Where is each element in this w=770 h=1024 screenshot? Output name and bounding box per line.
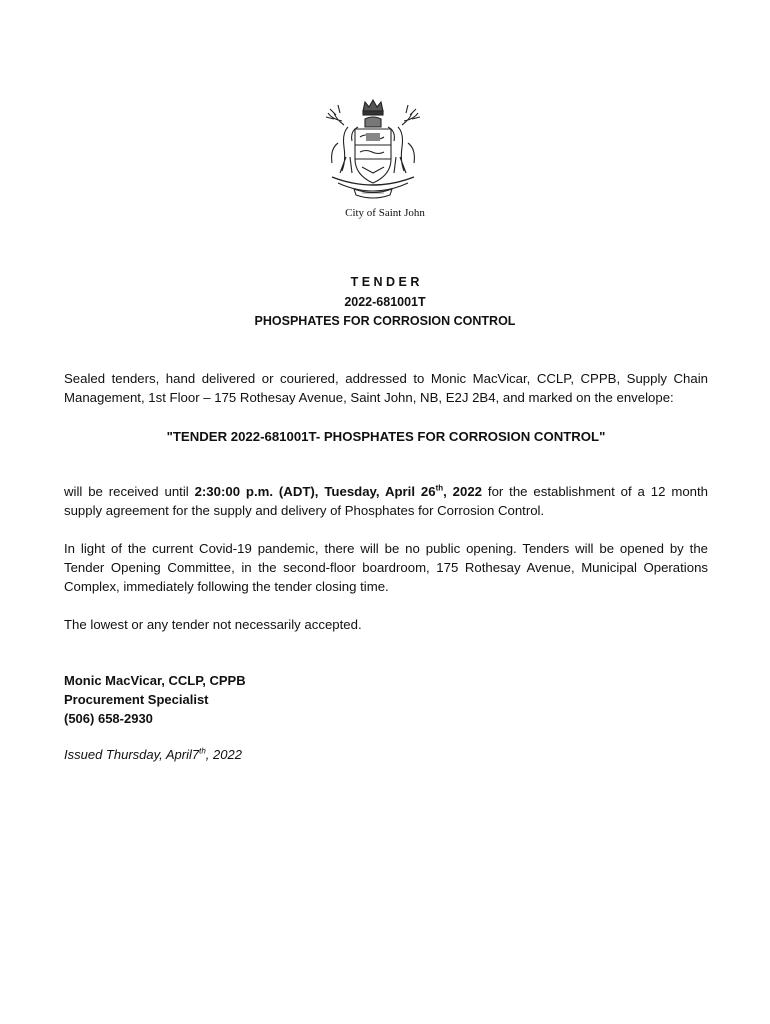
deadline-year: , 2022 xyxy=(443,484,483,499)
intro-line-1: Sealed tenders, hand delivered or couriered, addressed to Monic MacVicar, CCLP, CPPB, Supply Chain xyxy=(64,371,708,386)
envelope-marking: "TENDER 2022-681001T- PHOSPHATES FOR CORROSION CONTROL" xyxy=(166,429,606,444)
deadline-line-1 xyxy=(64,482,708,501)
issued-year: , 2022 xyxy=(205,747,242,762)
opening-line-1: In light of the current Covid-19 pandemic, there will be no public opening. Tenders will be opened by the xyxy=(64,541,708,556)
deadline-line-2: supply agreement for the supply and delivery of Phosphates for Corrosion Control. xyxy=(64,503,545,518)
paragraph-deadline xyxy=(64,482,708,520)
issued-date xyxy=(64,747,242,762)
tender-title: T E N D E R xyxy=(350,275,420,289)
paragraph-opening xyxy=(64,539,708,596)
paragraph-intro xyxy=(64,369,708,407)
issued-text: Issued Thursday, April7 xyxy=(64,747,200,762)
city-crest-logo xyxy=(318,97,428,203)
deadline-pre: will be received until xyxy=(64,484,195,499)
paragraph-acceptance: The lowest or any tender not necessarily accepted. xyxy=(64,617,362,632)
deadline-time-text: 2:30:00 p.m. (ADT), Tuesday, April 26 xyxy=(194,484,436,499)
opening-line-2: Tender Opening Committee, in the second-floor boardroom, 175 Rothesay Avenue, Municipal Operations xyxy=(64,560,708,575)
deadline-time xyxy=(195,484,482,499)
intro-line-2: Management, 1st Floor – 175 Rothesay Avenue, Saint John, NB, E2J 2B4, and marked on the envelope: xyxy=(64,390,674,405)
deadline-time-sup: th xyxy=(435,483,444,493)
city-name: City of Saint John xyxy=(345,207,425,219)
signature-role: Procurement Specialist xyxy=(64,692,209,707)
signature-phone: (506) 658-2930 xyxy=(64,711,153,726)
opening-line-3: Complex, immediately following the tender closing time. xyxy=(64,579,389,594)
tender-number: 2022-681001T xyxy=(344,295,426,309)
issued-sup: th xyxy=(199,746,206,756)
signature-name: Monic MacVicar, CCLP, CPPB xyxy=(64,673,246,688)
deadline-post: for the establishment of a 12 month xyxy=(482,484,708,499)
tender-subject: PHOSPHATES FOR CORROSION CONTROL xyxy=(254,314,516,328)
